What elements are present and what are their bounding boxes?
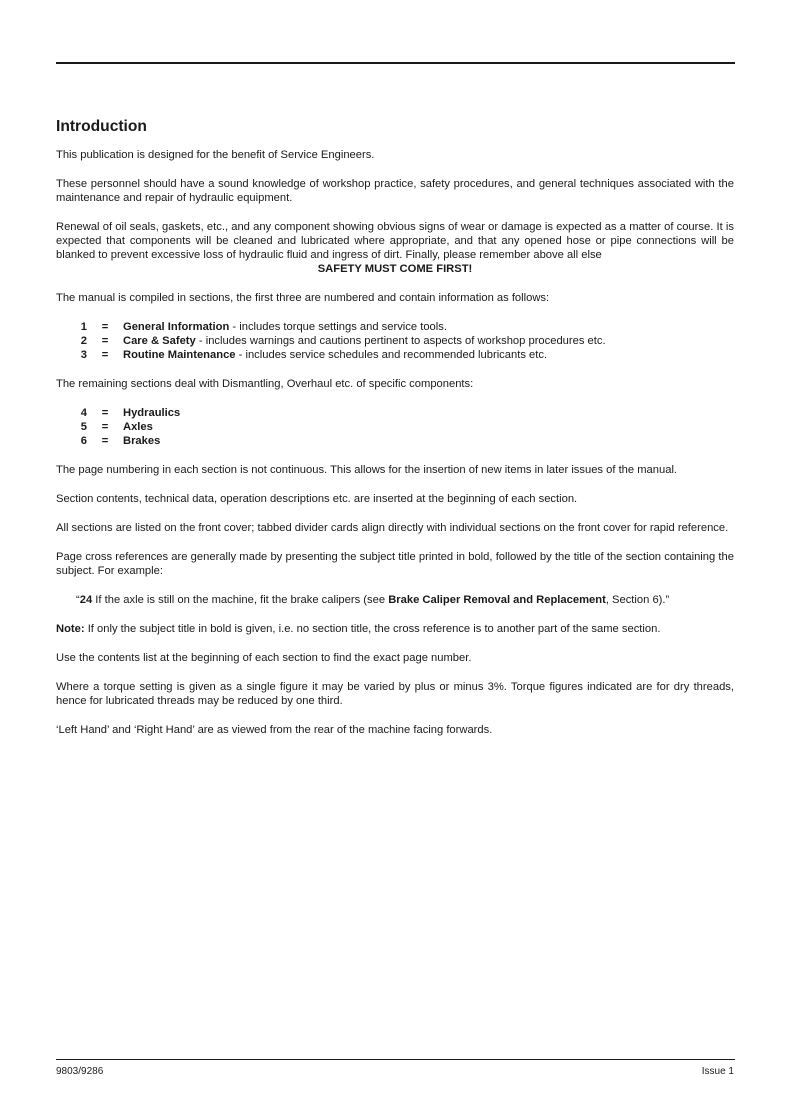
note-label: Note: <box>56 623 85 635</box>
issue-label: Issue 1 <box>701 1066 734 1077</box>
list-item <box>73 334 734 348</box>
note-paragraph <box>56 622 734 636</box>
paragraph-contents-list: Use the contents list at the beginning of each section to find the exact page number. <box>56 652 472 664</box>
page-title: Introduction <box>56 118 147 135</box>
section-title: General Information <box>123 321 230 333</box>
equals-sign: = <box>101 335 109 347</box>
equals-sign: = <box>101 349 109 361</box>
section-description: - includes service schedules and recommended lubricants etc. <box>235 349 548 361</box>
equals-sign: = <box>101 407 109 419</box>
equals-sign: = <box>101 435 109 447</box>
list-item <box>73 348 734 362</box>
section-title: Hydraulics <box>123 407 181 419</box>
paragraph-page-numbering: The page numbering in each section is not continuous. This allows for the insertion of new items in later issues of the manual. <box>56 464 678 476</box>
paragraph-sections-intro: The manual is compiled in sections, the first three are numbered and contain information as follows: <box>56 292 550 304</box>
numbered-sections-list <box>56 320 734 362</box>
paragraph-section-contents: Section contents, technical data, operation descriptions etc. are inserted at the beginning of each section. <box>56 493 578 505</box>
section-title: Brakes <box>123 435 161 447</box>
footer-rule <box>56 1059 735 1060</box>
paragraph-personnel: These personnel should have a sound knowledge of workshop practice, safety procedures, and general techniques associated with the maintenance and repair of hydraulic equipment. <box>56 178 734 204</box>
paragraph-front-cover: All sections are listed on the front cover; tabbed divider cards align directly with individual sections on the front cover for rapid reference. <box>56 522 729 534</box>
page-content <box>56 117 734 752</box>
section-title: Care & Safety <box>123 335 196 347</box>
section-number: 6 <box>80 435 87 447</box>
list-item <box>73 406 734 420</box>
section-title: Axles <box>123 421 153 433</box>
example-open-quote: “ <box>76 594 80 606</box>
section-title: Routine Maintenance <box>123 349 236 361</box>
header-rule <box>56 62 735 64</box>
paragraph-left-right-hand: ‘Left Hand’ and ‘Right Hand’ are as viewed from the rear of the machine facing forwards. <box>56 724 493 736</box>
cross-reference-example <box>56 593 734 607</box>
paragraph-remaining-sections: The remaining sections deal with Dismantling, Overhaul etc. of specific components: <box>56 378 474 390</box>
paragraph-cross-references: Page cross references are generally made by presenting the subject title printed in bold, followed by the title of the section containing the subject. For example: <box>56 551 734 577</box>
section-description: - includes torque settings and service tools. <box>229 321 447 333</box>
equals-sign: = <box>101 421 109 433</box>
section-description: - includes warnings and cautions pertinent to aspects of workshop procedures etc. <box>195 335 606 347</box>
document-number: 9803/9286 <box>56 1066 104 1077</box>
section-number: 2 <box>80 335 87 347</box>
remaining-sections-list <box>56 406 734 448</box>
list-item <box>73 320 734 334</box>
section-number: 4 <box>80 407 87 419</box>
safety-notice: SAFETY MUST COME FIRST! <box>317 263 473 275</box>
section-number: 5 <box>80 421 87 433</box>
example-bold-title: Brake Caliper Removal and Replacement <box>388 594 606 606</box>
example-step-number: 24 <box>79 594 93 606</box>
list-item <box>73 434 734 448</box>
paragraph-purpose: This publication is designed for the benefit of Service Engineers. <box>56 149 375 161</box>
note-text: If only the subject title in bold is given, i.e. no section title, the cross reference is to another part of the same section. <box>84 623 661 635</box>
equals-sign: = <box>101 321 109 333</box>
example-text-end: , Section 6).” <box>605 594 670 606</box>
section-number: 1 <box>80 321 87 333</box>
example-text: If the axle is still on the machine, fit the brake calipers (see <box>92 594 389 606</box>
list-item <box>73 420 734 434</box>
section-number: 3 <box>80 349 87 361</box>
paragraph-torque: Where a torque setting is given as a single figure it may be varied by plus or minus 3%. Torque figures indicated are for dry threads, hence for lubricated threads may be reduced by one third. <box>56 681 734 707</box>
paragraph-renewal: Renewal of oil seals, gaskets, etc., and any component showing obvious signs of wear or damage is expected as a matter of course. It is expected that components will be cleaned and lubricated where appropriate, and that any opened hose or pipe connections will be blanked to prevent excessive loss of hydraulic fluid and ingress of dirt. Finally, please remember above all else <box>56 221 734 261</box>
